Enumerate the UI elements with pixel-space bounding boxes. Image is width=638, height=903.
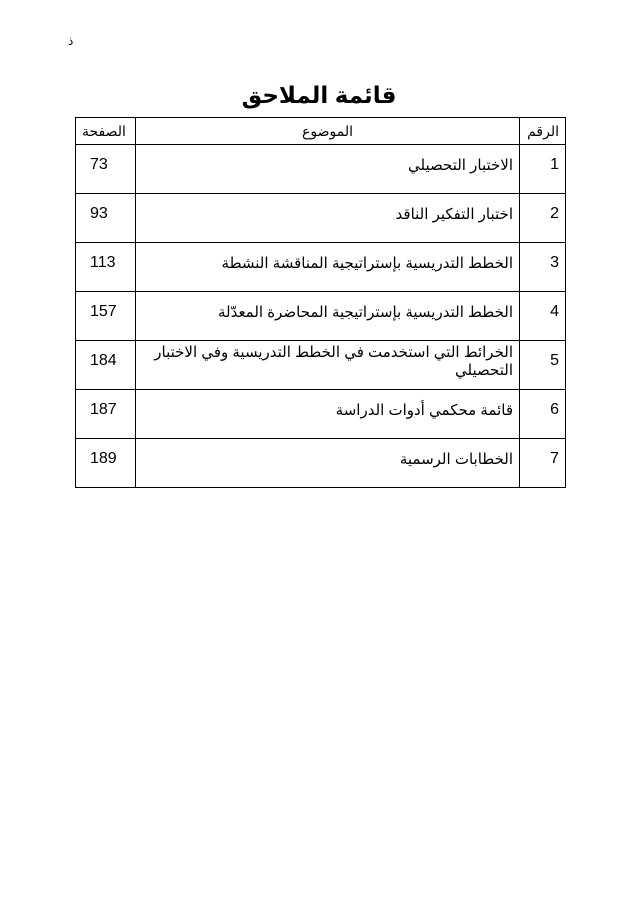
row-page: 73	[76, 145, 136, 194]
header-page: الصفحة	[76, 118, 136, 145]
row-subject: اختبار التفكير الناقد	[136, 194, 520, 243]
row-number: 2	[520, 194, 566, 243]
row-page: 113	[76, 243, 136, 292]
row-subject: الاختبار التحصيلي	[136, 145, 520, 194]
row-page: 184	[76, 341, 136, 390]
row-subject: الخطط التدريسية بإستراتيجية المحاضرة المعدّلة	[136, 292, 520, 341]
row-page: 187	[76, 390, 136, 439]
appendix-table	[75, 117, 566, 488]
row-subject: الخرائط التي استخدمت في الخطط التدريسية وفي الاختبار التحصيلي	[136, 341, 520, 390]
page-marker: ذ	[68, 34, 74, 48]
row-number: 7	[520, 439, 566, 488]
row-page: 189	[76, 439, 136, 488]
table-row	[76, 292, 566, 341]
row-subject: الخطابات الرسمية	[399, 451, 513, 468]
row-number: 4	[520, 292, 566, 341]
row-subject: قائمة محكمي أدوات الدراسة	[136, 390, 520, 439]
row-page: 157	[76, 292, 136, 341]
header-number: الرقم	[520, 118, 566, 145]
table-row	[76, 243, 566, 292]
table-header-row	[76, 118, 566, 145]
row-page: 93	[76, 194, 136, 243]
table-row	[76, 145, 566, 194]
table-row	[76, 194, 566, 243]
table-row	[76, 390, 566, 439]
page-title: قائمة الملاحق	[241, 82, 397, 108]
table-row	[76, 341, 566, 390]
table-row	[76, 439, 566, 488]
row-subject: الخطط التدريسية بإستراتيجية المناقشة النشطة	[136, 243, 520, 292]
row-number: 1	[520, 145, 566, 194]
row-number: 3	[520, 243, 566, 292]
row-number: 6	[520, 390, 566, 439]
header-subject: الموضوع	[136, 118, 520, 145]
row-number: 5	[520, 341, 566, 390]
